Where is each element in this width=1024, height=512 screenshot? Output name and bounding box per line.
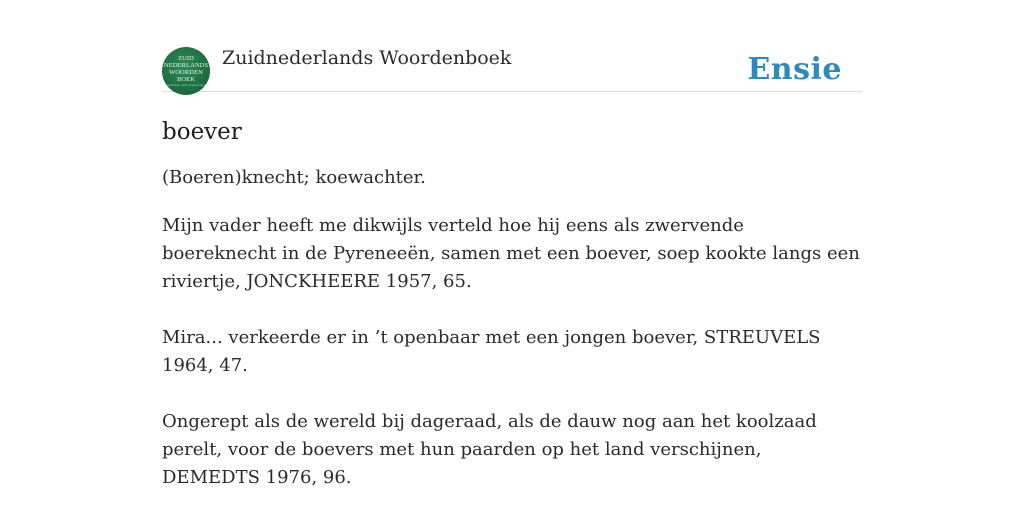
logo-text-line: WOORDEN xyxy=(169,69,203,76)
logo-text-line: ZUID xyxy=(178,55,194,62)
logo-text-line: NEDERLANDS xyxy=(163,62,209,69)
entry-definition: (Boeren)knecht; koewachter. xyxy=(162,167,426,188)
example-quote: Mira... verkeerde er in ’t openbaar met een jongen boever, STREUVELS 1964, 47. xyxy=(162,327,821,376)
source-header xyxy=(162,44,862,92)
dictionary-logo[interactable] xyxy=(162,47,210,95)
example-quote: Mijn vader heeft me dikwijls verteld hoe hij eens als zwervende boereknecht in de Pyreneeën, samen met een boever, soep kookte langs een riviertje, JONCKHEERE 1957, 65. xyxy=(162,215,860,292)
source-title[interactable]: Zuidnederlands Woordenboek xyxy=(222,47,512,69)
logo-text-line: BOEK xyxy=(176,76,196,83)
example-quote: Ongerept als de wereld bij dageraad, als de dauw nog aan het koolzaad perelt, voor de boevers met hun paarden op het land verschijnen, DEMEDTS 1976, 96. xyxy=(162,411,817,488)
entry-card xyxy=(162,44,862,492)
entry-headword: boever xyxy=(162,119,242,145)
ensie-brand-logo[interactable]: Ensie xyxy=(747,52,842,87)
logo-small-text: ZUIDNEDERLANDS WOORDENBOEK xyxy=(163,84,209,87)
